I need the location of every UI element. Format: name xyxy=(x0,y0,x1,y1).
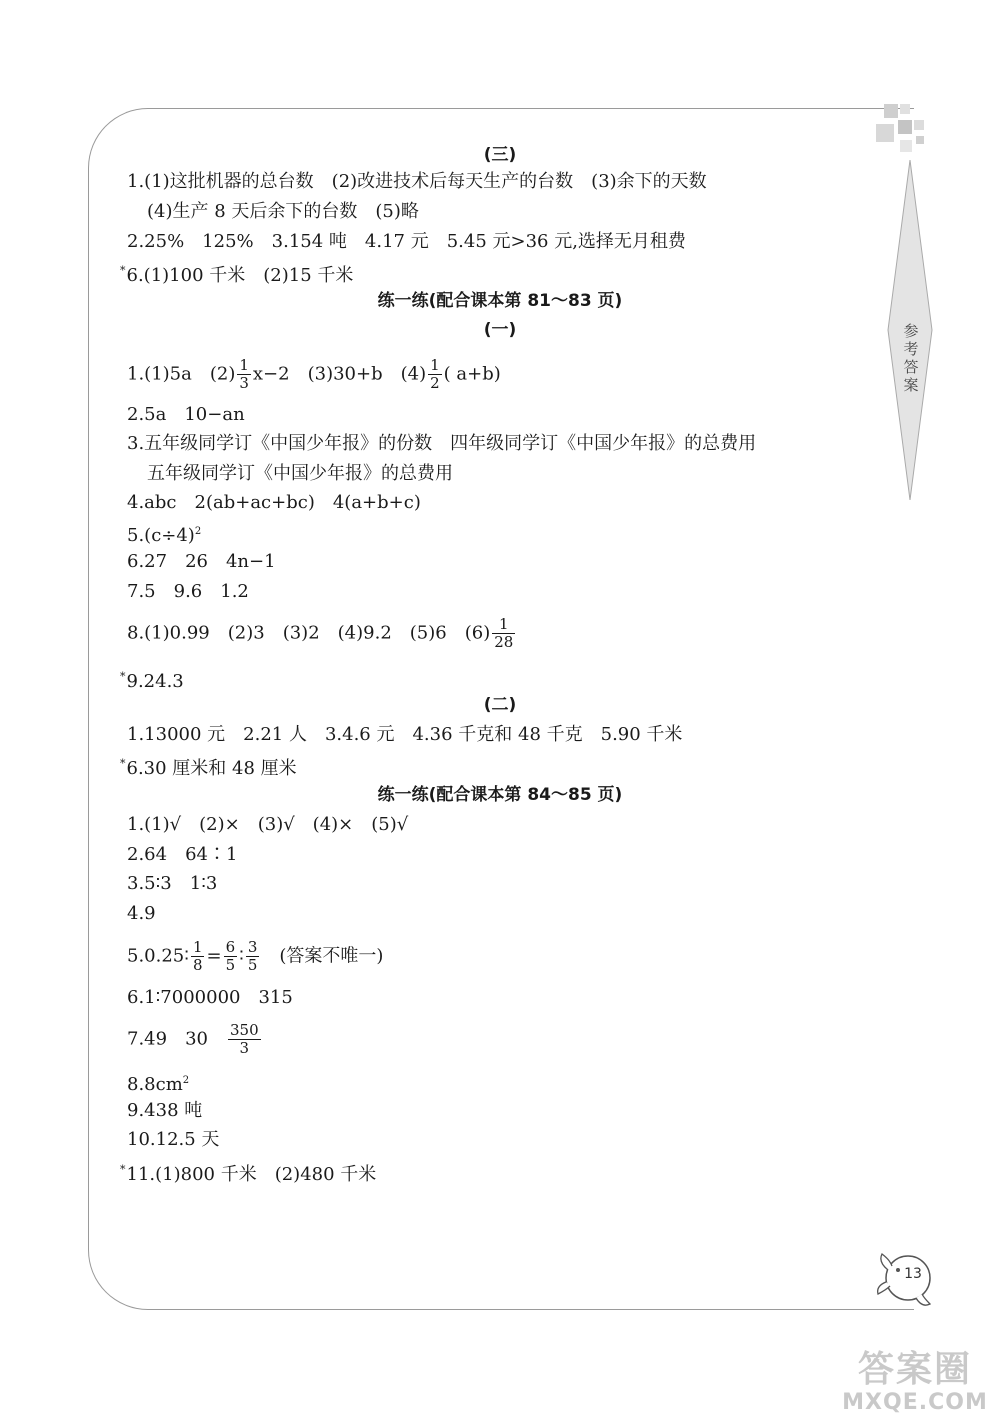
answer-line: 3.5∶3 1∶3 xyxy=(127,873,218,894)
answer-line: (4)生产 8 天后余下的台数 (5)略 xyxy=(147,201,419,222)
answer-line: 5.0.25∶ $\frac{1}{8}$ = $\frac{6}{5}$ ∶ $\frac{3}{5}$ (答案不唯一) xyxy=(127,938,384,974)
answer-line: 7.49 30 $\frac{350}{3}$ xyxy=(127,1021,259,1057)
section-heading: (一) xyxy=(483,320,517,340)
answer-line: $5.(c\div 4)^2$ xyxy=(127,525,202,546)
answer-line: 2.5a 10−an xyxy=(127,404,245,425)
fraction: $\frac{1}{2}$ xyxy=(430,356,440,392)
optional-mark: * xyxy=(120,757,126,770)
answer-line: $8.8cm^2$ xyxy=(127,1074,190,1095)
answer-line: 4.abc 2(ab+ac+bc) 4(a+b+c) xyxy=(127,492,421,513)
fraction: $\frac{1}{28}$ xyxy=(494,615,514,651)
optional-mark: * xyxy=(120,670,126,683)
answer-line: 2.25% 125% 3.154 吨 4.17 元 5.45 元>36 元,选择无月租费 xyxy=(127,231,686,252)
answer-line: 6.27 26 4n−1 xyxy=(127,551,276,572)
answer-line: 五年级同学订《中国少年报》的总费用 xyxy=(147,463,453,484)
fraction: $\frac{6}{5}$ xyxy=(225,938,236,974)
answer-line: 6.1∶7000000 315 xyxy=(127,987,293,1008)
practice-title: 练一练(配合课本第 81～83 页) xyxy=(377,291,623,311)
optional-mark: * xyxy=(120,1163,126,1176)
fraction: $\frac{3}{5}$ xyxy=(247,938,258,974)
side-tab-label: 参考答案 xyxy=(903,322,919,394)
answer-line: 1.(1)这批机器的总台数 (2)改进技术后每天生产的台数 (3)余下的天数 xyxy=(127,171,707,192)
optional-mark: * xyxy=(120,264,126,277)
practice-title: 练一练(配合课本第 84～85 页) xyxy=(377,785,623,805)
fraction: $\frac{350}{3}$ xyxy=(229,1021,259,1057)
page-number: 13 xyxy=(904,1266,922,1282)
answer-line: 1.(1)√ (2)× (3)√ (4)× (5)√ xyxy=(127,814,409,835)
answer-line: 7.5 9.6 1.2 xyxy=(127,581,249,602)
section-heading: (二) xyxy=(483,695,517,715)
answer-line: 8.(1)0.99 (2)3 (3)2 (4)9.2 (5)6 (6) $\frac{1}{28}$ xyxy=(127,615,514,651)
answer-line: 2.64 64∶1 xyxy=(127,844,238,865)
answer-line: *6.30 厘米和 48 厘米 xyxy=(120,757,297,779)
answer-line: 4.9 xyxy=(127,903,156,924)
fraction: $\frac{1}{8}$ xyxy=(192,938,203,974)
section-heading: (三) xyxy=(483,145,517,165)
answer-line: 9.438 吨 xyxy=(127,1100,203,1121)
fraction: $\frac{1}{3}$ xyxy=(239,356,249,392)
answer-line: 1.13000 元 2.21 人 3.4.6 元 4.36 千克和 48 千克 5.90 千米 xyxy=(127,724,683,745)
watermark: 答案圈 MXQE.COM xyxy=(842,1349,988,1415)
answer-line: 3.五年级同学订《中国少年报》的份数 四年级同学订《中国少年报》的总费用 xyxy=(127,433,757,454)
answer-line: *9.24.3 xyxy=(120,670,184,692)
answer-line: *11.(1)800 千米 (2)480 千米 xyxy=(120,1163,377,1185)
decorative-squares xyxy=(884,104,898,118)
answer-line: *6.(1)100 千米 (2)15 千米 xyxy=(120,264,354,286)
answer-line: 10.12.5 天 xyxy=(127,1129,220,1150)
answer-line: 1.(1)5a (2) $\frac{1}{3}$ x−2 (3)30+b (4) $\frac{1}{2}$ ( a+b) xyxy=(127,356,501,392)
